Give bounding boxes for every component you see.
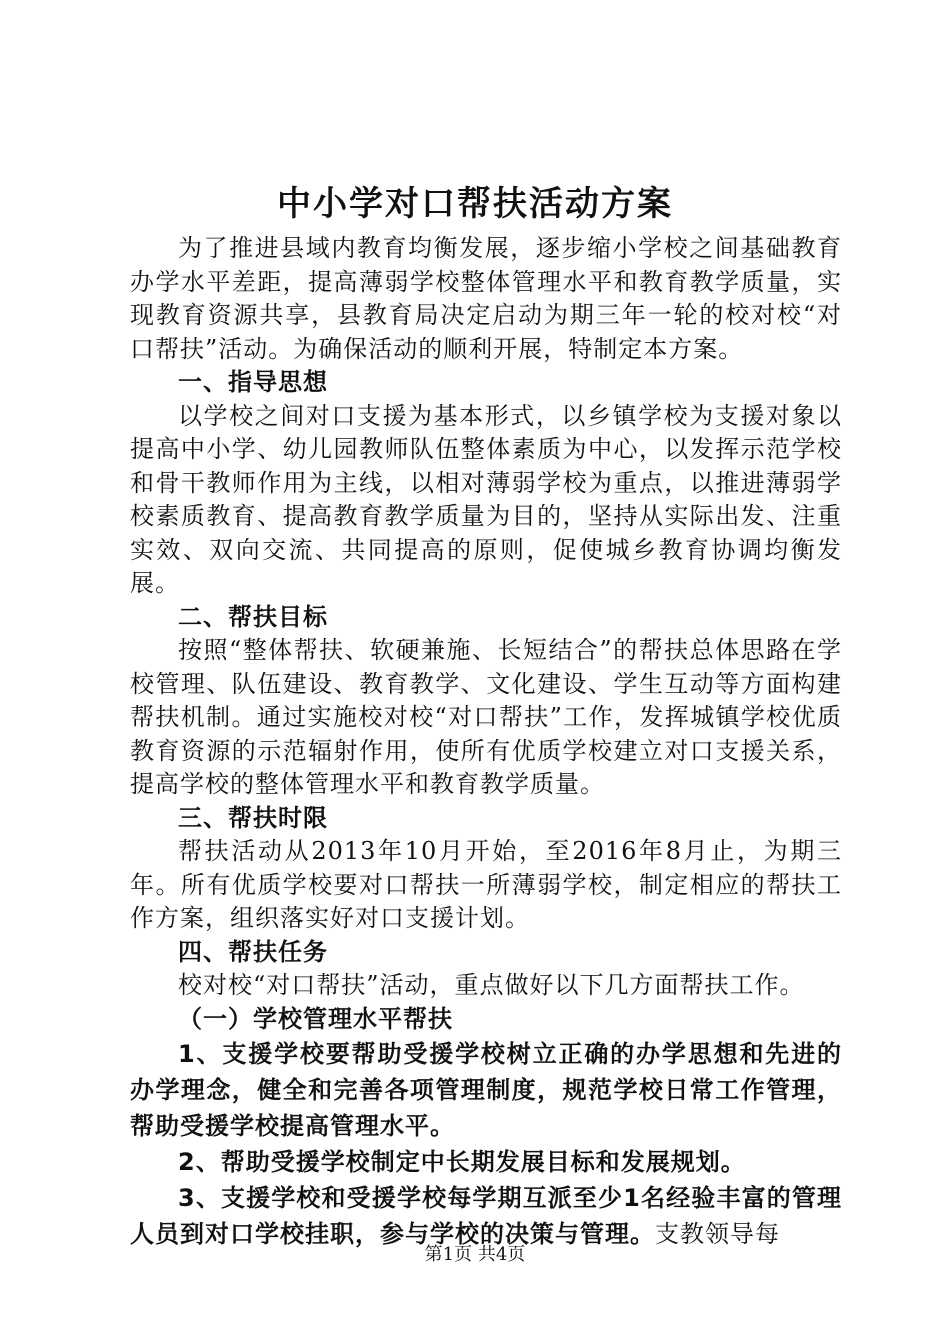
list-item-3 [130, 1180, 842, 1252]
section-paragraph-time-limit: 帮扶活动从2013年10月开始，至2016年8月止，为期三年。所有优质学校要对口帮扶一所薄弱学校，制定相应的帮扶工作方案，组织落实好对口支援计划。 [130, 837, 842, 932]
list-item-1: 1、支援学校要帮助受援学校树立正确的办学思想和先进的办学理念，健全和完善各项管理制度，规范学校日常工作管理，帮助受援学校提高管理水平。 [130, 1040, 842, 1140]
section-heading-goals: 二、帮扶目标 [178, 602, 328, 631]
page-number: 第1页 共4页 [424, 1244, 526, 1265]
section-paragraph-tasks: 校对校“对口帮扶”活动，重点做好以下几方面帮扶工作。 [178, 971, 805, 999]
section-heading-tasks: 四、帮扶任务 [178, 937, 328, 966]
section-heading-time-limit: 三、帮扶时限 [178, 803, 328, 832]
section-paragraph-guiding-thought: 以学校之间对口支援为基本形式，以乡镇学校为支援对象以提高中小学、幼儿园教师队伍整体素质为中心，以发挥示范学校和骨干教师作用为主线，以相对薄弱学校为重点，以推进薄弱学校素质教育、提高教育教学质量为目的，坚持从实际出发、注重实效、双向交流、共同提高的原则，促使城乡教育协调均衡发展。 [130, 401, 842, 597]
list-item-2: 2、帮助受援学校制定中长期发展目标和发展规划。 [178, 1148, 746, 1176]
document-title: 中小学对口帮扶活动方案 [277, 184, 673, 224]
list-item-3-tail: 支教领导每 [655, 1220, 780, 1248]
intro-paragraph: 为了推进县域内教育均衡发展，逐步缩小学校之间基础教育办学水平差距，提高薄弱学校整体管理水平和教育教学质量，实现教育资源共享，县教育局决定启动为期三年一轮的校对校“对口帮扶”活动。为确保活动的顺利开展，特制定本方案。 [130, 234, 842, 363]
subsection-heading-management: （一）学校管理水平帮扶 [178, 1004, 453, 1033]
document-body [130, 232, 842, 1252]
section-heading-guiding-thought: 一、指导思想 [178, 368, 328, 396]
list-item-3-main: 3、支援学校和受援学校每学期互派至少1名经验丰富的管理人员到对口学校挂职，参与学校的决策与管理。 [130, 1184, 842, 1248]
section-paragraph-goals: 按照“整体帮扶、软硬兼施、长短结合”的帮扶总体思路在学校管理、队伍建设、教育教学、文化建设、学生互动等方面构建帮扶机制。通过实施校对校“对口帮扶”工作，发挥城镇学校优质教育资源的示范辐射作用，使所有优质学校建立对口支援关系，提高学校的整体管理水平和教育教学质量。 [130, 636, 842, 798]
